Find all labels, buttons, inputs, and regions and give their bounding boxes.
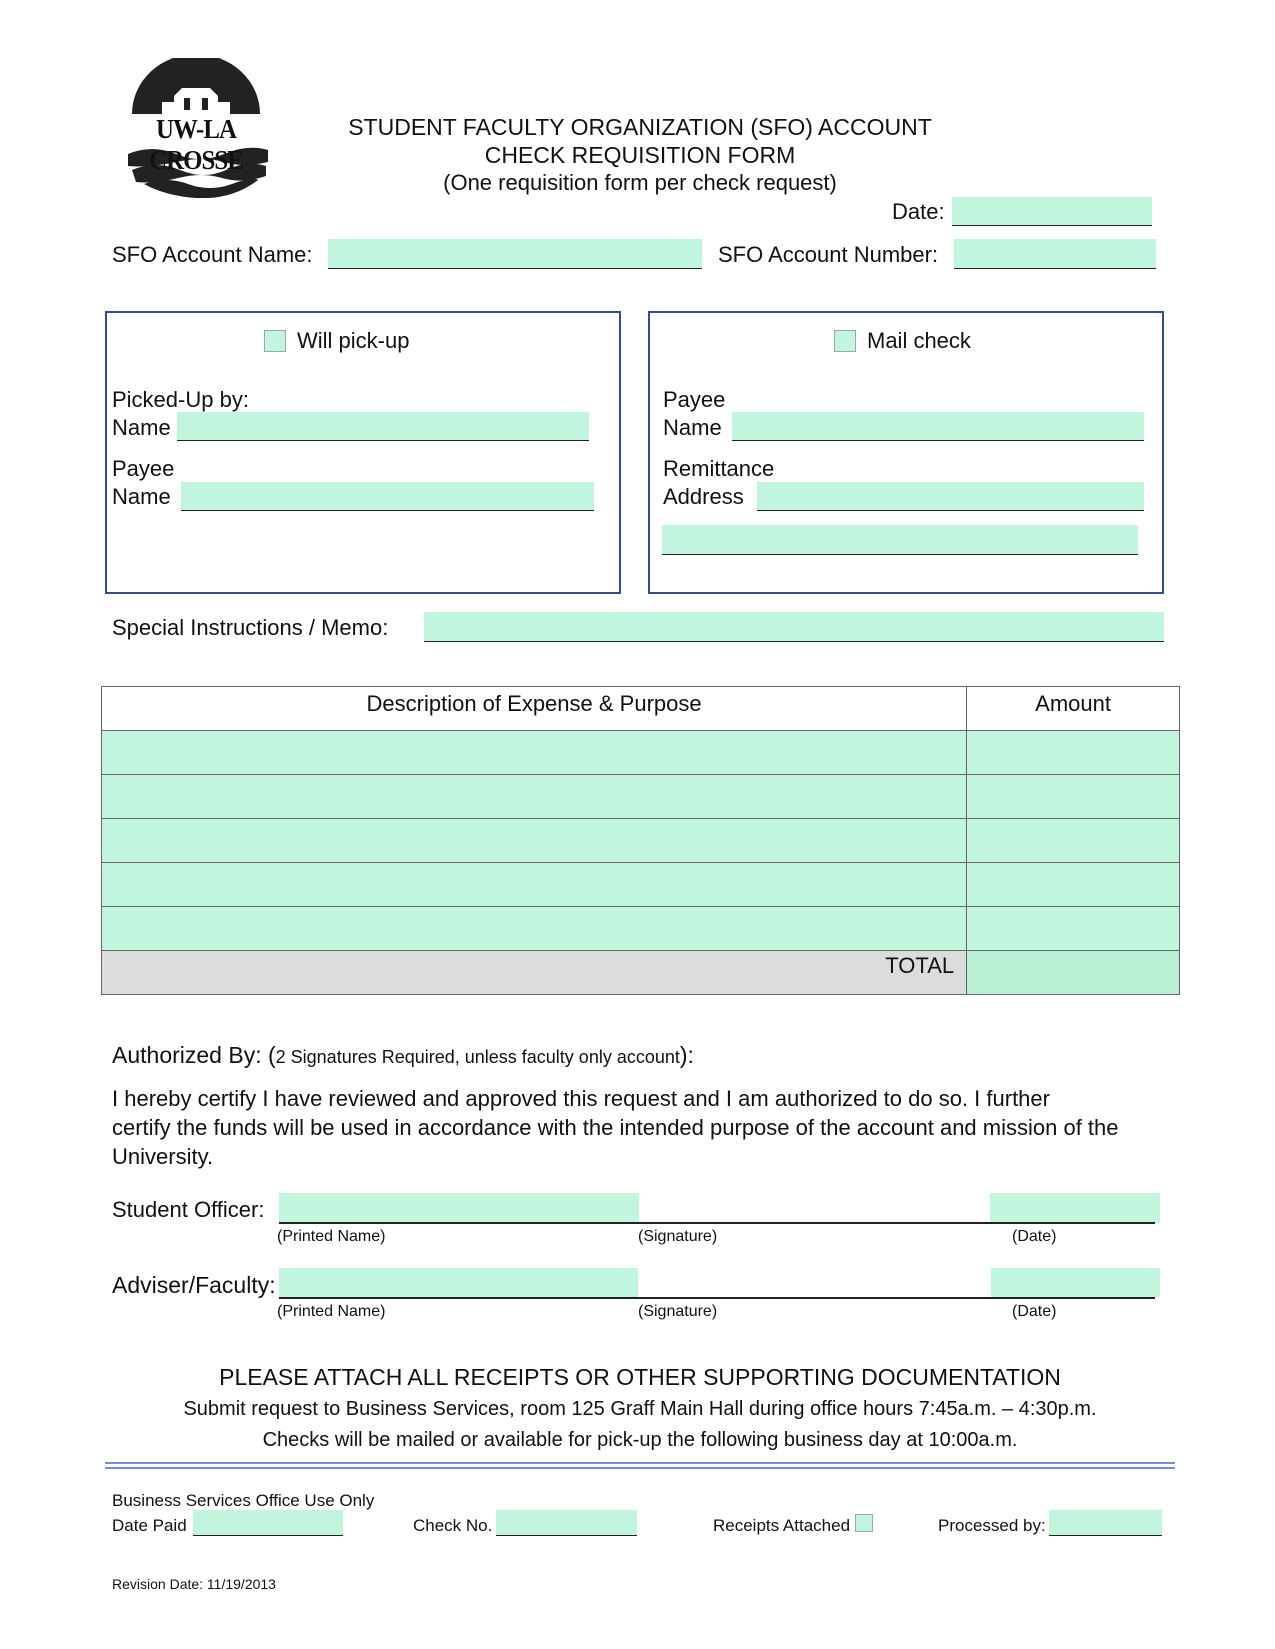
student-officer-printed-name-field[interactable] (279, 1193, 639, 1223)
pickup-payee-name-label: Name (112, 484, 171, 509)
signature-caption: (Signature) (638, 1303, 718, 1320)
adviser-signature-line[interactable] (279, 1297, 1155, 1299)
student-officer-signature-line[interactable] (279, 1222, 1155, 1224)
date-paid-field[interactable] (193, 1510, 343, 1536)
description-column-header: Description of Expense & Purpose (102, 687, 967, 731)
submit-request-line: Submit request to Business Services, room 125 Graff Main Hall during office hours 7:45a.m. – 4:30p.m. (183, 1398, 1097, 1420)
authorized-by-end: ): (679, 1042, 694, 1068)
amount-cell[interactable] (967, 731, 1180, 775)
date-field[interactable] (952, 197, 1152, 226)
amount-cell[interactable] (967, 775, 1180, 819)
account-number-label: SFO Account Number: (718, 242, 939, 267)
mail-check-label: Mail check (867, 328, 971, 353)
printed-name-caption: (Printed Name) (277, 1228, 386, 1245)
mail-check-checkbox[interactable] (834, 330, 856, 352)
address-label: Address (663, 484, 744, 509)
pickup-payee-label: Payee (112, 456, 175, 481)
expense-row (102, 731, 1180, 775)
description-cell[interactable] (102, 819, 967, 863)
receipts-attached-label: Receipts Attached (713, 1516, 851, 1535)
pickup-payee-name-field[interactable] (181, 482, 594, 511)
certify-line3: University. (112, 1144, 214, 1169)
remittance-label: Remittance (663, 456, 775, 481)
check-no-label: Check No. (413, 1516, 493, 1535)
expense-row (102, 907, 1180, 951)
certify-line2: certify the funds will be used in accordance with the intended purpose of the account and mission of the (112, 1115, 1119, 1140)
check-no-field[interactable] (496, 1510, 637, 1536)
footer-divider (105, 1467, 1175, 1469)
memo-label: Special Instructions / Memo: (112, 615, 389, 640)
attach-receipts-notice: PLEASE ATTACH ALL RECEIPTS OR OTHER SUPPORTING DOCUMENTATION (219, 1364, 1061, 1390)
university-logo (122, 58, 270, 198)
date-caption: (Date) (1012, 1228, 1057, 1245)
authorized-by-heading (112, 1042, 694, 1069)
form-subtitle: (One requisition form per check request) (443, 170, 837, 195)
date-caption: (Date) (1012, 1303, 1057, 1320)
picked-up-by-label: Picked-Up by: (112, 387, 249, 412)
date-paid-label: Date Paid (112, 1516, 187, 1535)
receipts-attached-checkbox[interactable] (855, 1514, 873, 1532)
form-title-line1: STUDENT FACULTY ORGANIZATION (SFO) ACCOUNT (348, 114, 932, 140)
total-amount-cell[interactable] (967, 951, 1180, 995)
memo-field[interactable] (424, 612, 1164, 642)
signature-caption: (Signature) (638, 1228, 718, 1245)
student-officer-date-field[interactable] (990, 1193, 1160, 1223)
description-cell[interactable] (102, 863, 967, 907)
amount-cell[interactable] (967, 863, 1180, 907)
authorized-by-text: Authorized By: ( (112, 1042, 276, 1068)
revision-date: Revision Date: 11/19/2013 (112, 1576, 276, 1592)
expense-row (102, 819, 1180, 863)
logo-text: UW-LA CROSSE (149, 114, 243, 175)
date-label: Date: (892, 199, 945, 224)
footer-divider (105, 1462, 1175, 1464)
will-pickup-checkbox[interactable] (264, 330, 286, 352)
amount-column-header: Amount (967, 687, 1180, 731)
description-cell[interactable] (102, 907, 967, 951)
signatures-required-note: 2 Signatures Required, unless faculty only account (275, 1047, 680, 1067)
mail-payee-label: Payee (663, 387, 726, 412)
printed-name-caption: (Printed Name) (277, 1303, 386, 1320)
address-line2-field[interactable] (662, 525, 1138, 555)
expense-row (102, 863, 1180, 907)
processed-by-label: Processed by: (938, 1516, 1046, 1535)
office-use-heading: Business Services Office Use Only (112, 1491, 375, 1510)
account-name-label: SFO Account Name: (112, 242, 313, 267)
student-officer-label: Student Officer: (112, 1197, 265, 1222)
adviser-faculty-label: Adviser/Faculty: (112, 1272, 276, 1298)
description-cell[interactable] (102, 731, 967, 775)
amount-cell[interactable] (967, 907, 1180, 951)
account-name-field[interactable] (328, 239, 702, 269)
will-pickup-label: Will pick-up (297, 328, 410, 353)
expense-table-header (102, 687, 1180, 731)
mail-payee-name-label: Name (663, 415, 722, 440)
account-number-field[interactable] (954, 239, 1156, 269)
total-row (102, 951, 1180, 995)
mail-payee-name-field[interactable] (732, 412, 1144, 441)
certify-line1: I hereby certify I have reviewed and approved this request and I am authorized to do so. I further (112, 1086, 1050, 1111)
adviser-date-field[interactable] (991, 1268, 1160, 1297)
form-title-line2: CHECK REQUISITION FORM (484, 142, 796, 168)
address-line1-field[interactable] (757, 482, 1144, 511)
amount-cell[interactable] (967, 819, 1180, 863)
expense-table (101, 686, 1180, 995)
checks-pickup-line: Checks will be mailed or available for pick-up the following business day at 10:00a.m. (262, 1429, 1018, 1451)
adviser-printed-name-field[interactable] (279, 1268, 638, 1297)
pickup-name-field[interactable] (177, 412, 589, 441)
expense-row (102, 775, 1180, 819)
total-label: TOTAL (102, 951, 967, 995)
processed-by-field[interactable] (1049, 1510, 1162, 1536)
description-cell[interactable] (102, 775, 967, 819)
pickup-name-label: Name (112, 415, 171, 440)
